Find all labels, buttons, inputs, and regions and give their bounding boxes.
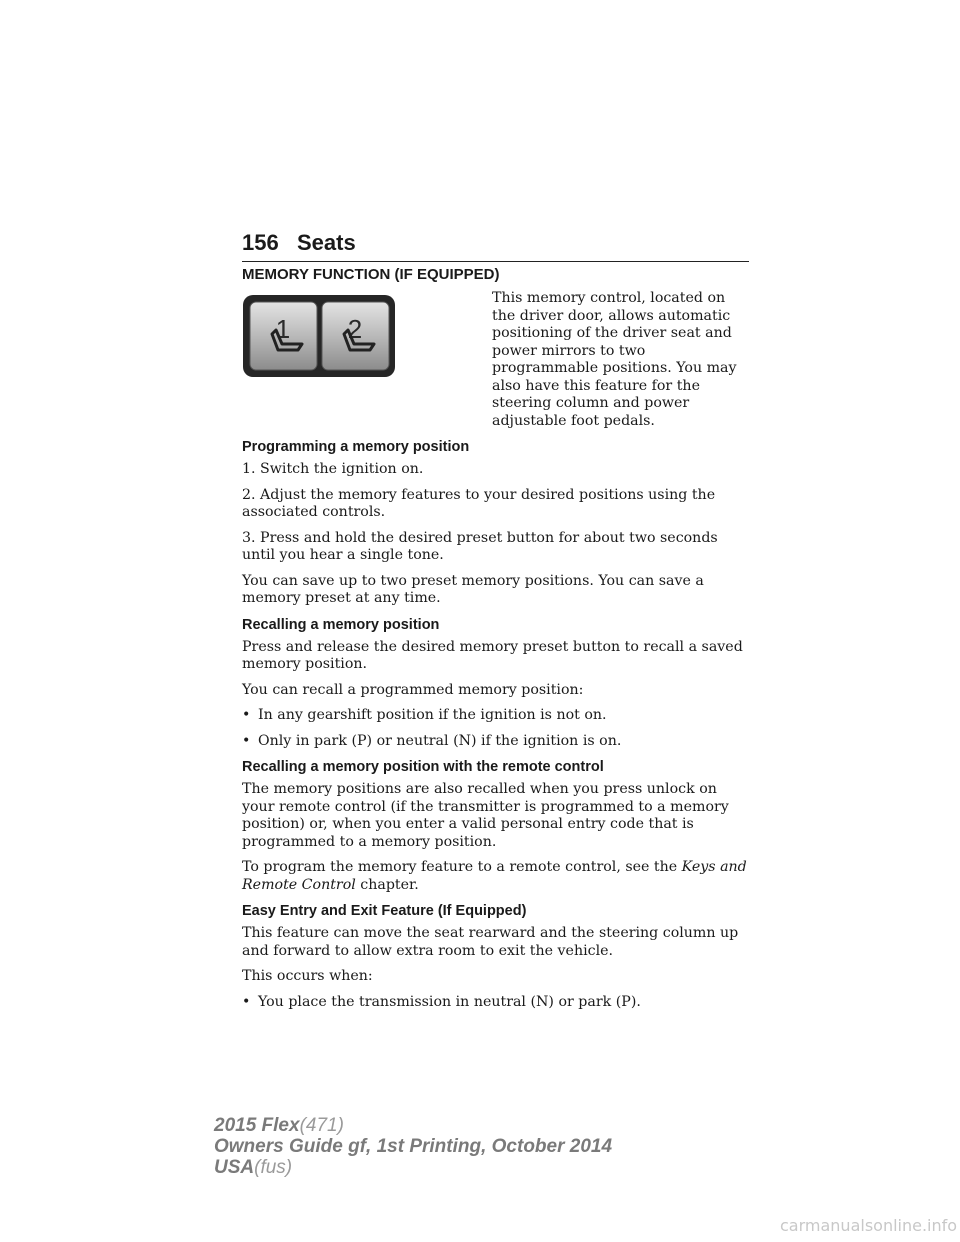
section-heading-memory-function: MEMORY FUNCTION (IF EQUIPPED) <box>242 266 500 283</box>
remote-text: The memory positions are also recalled when you press unlock on your remote control (if the transmitter is programmed to a memory position) or, when you enter a valid personal entry code that is programmed to a memory position. <box>242 781 729 850</box>
bullet-icon: • <box>242 993 251 1010</box>
recalling-lead: You can recall a programmed memory position: <box>242 681 584 698</box>
memory-button-1-label: 1 <box>275 314 291 344</box>
memory-intro-text: This memory control, located on the driver door, allows automatic positioning of the driver seat and power mirrors to two programmable positions. You may also have this feature for the steering column and power adjustable foot pedals. <box>492 290 737 429</box>
list-item-text: You place the transmission in neutral (N) or park (P). <box>258 993 641 1010</box>
list-item-text: In any gearshift position if the ignition is not on. <box>258 707 607 723</box>
watermark: carmanualsonline.info <box>780 1216 958 1235</box>
memory-button-2[interactable] <box>322 302 389 370</box>
step-2: 2. Adjust the memory features to your desired positions using the associated controls. <box>242 486 716 520</box>
page-header <box>242 225 749 262</box>
xref-link-keys-remote-control[interactable]: Keys and Remote Control <box>242 859 747 893</box>
programming-note: You can save up to two preset memory positions. You can save a memory preset at any time. <box>242 572 704 606</box>
easy-entry-text: This feature can move the seat rearward and the steering column up and forward to allow extra room to exit the vehicle. <box>242 925 739 959</box>
section-heading-easy-entry: Easy Entry and Exit Feature (If Equipped) <box>242 903 527 919</box>
bullet-icon: • <box>242 707 251 723</box>
xref-before: To program the memory feature to a remote control, see the <box>242 859 682 875</box>
section-heading-remote: Recalling a memory position with the remote control <box>242 759 604 775</box>
page-footer <box>214 1115 612 1178</box>
chapter-title: Seats <box>297 230 356 255</box>
footer-model-code: (471) <box>299 1115 344 1136</box>
list-item <box>242 733 752 751</box>
page-content <box>242 266 752 1019</box>
footer-line-2: Owners Guide gf, 1st Printing, October 2014 <box>214 1136 613 1157</box>
step-3: 3. Press and hold the desired preset button for about two seconds until you hear a single tone. <box>242 529 718 563</box>
page-number: 156 <box>242 230 279 255</box>
bullet-icon: • <box>242 732 251 749</box>
section-heading-programming: Programming a memory position <box>242 439 470 455</box>
memory-button-2-label: 2 <box>347 314 363 344</box>
memory-control-panel <box>242 294 396 378</box>
footer-line-1 <box>214 1115 612 1136</box>
remote-xref <box>242 859 752 894</box>
section-heading-recalling: Recalling a memory position <box>242 616 440 633</box>
list-item <box>242 994 752 1012</box>
footer-market-code: (fus) <box>254 1157 293 1178</box>
step-1: 1. Switch the ignition on. <box>242 461 424 477</box>
footer-model: 2015 Flex <box>214 1115 300 1136</box>
list-item-text: Only in park (P) or neutral (N) if the ignition is on. <box>258 732 622 749</box>
easy-entry-lead: This occurs when: <box>242 968 373 984</box>
xref-after: chapter. <box>355 876 419 893</box>
recalling-text: Press and release the desired memory preset button to recall a saved memory position. <box>242 638 743 672</box>
footer-line-3 <box>214 1157 612 1178</box>
memory-button-1[interactable] <box>250 302 317 370</box>
memory-intro <box>242 290 752 430</box>
list-item <box>242 707 752 725</box>
footer-market: USA <box>214 1157 255 1178</box>
memory-control-illustration <box>242 290 492 430</box>
